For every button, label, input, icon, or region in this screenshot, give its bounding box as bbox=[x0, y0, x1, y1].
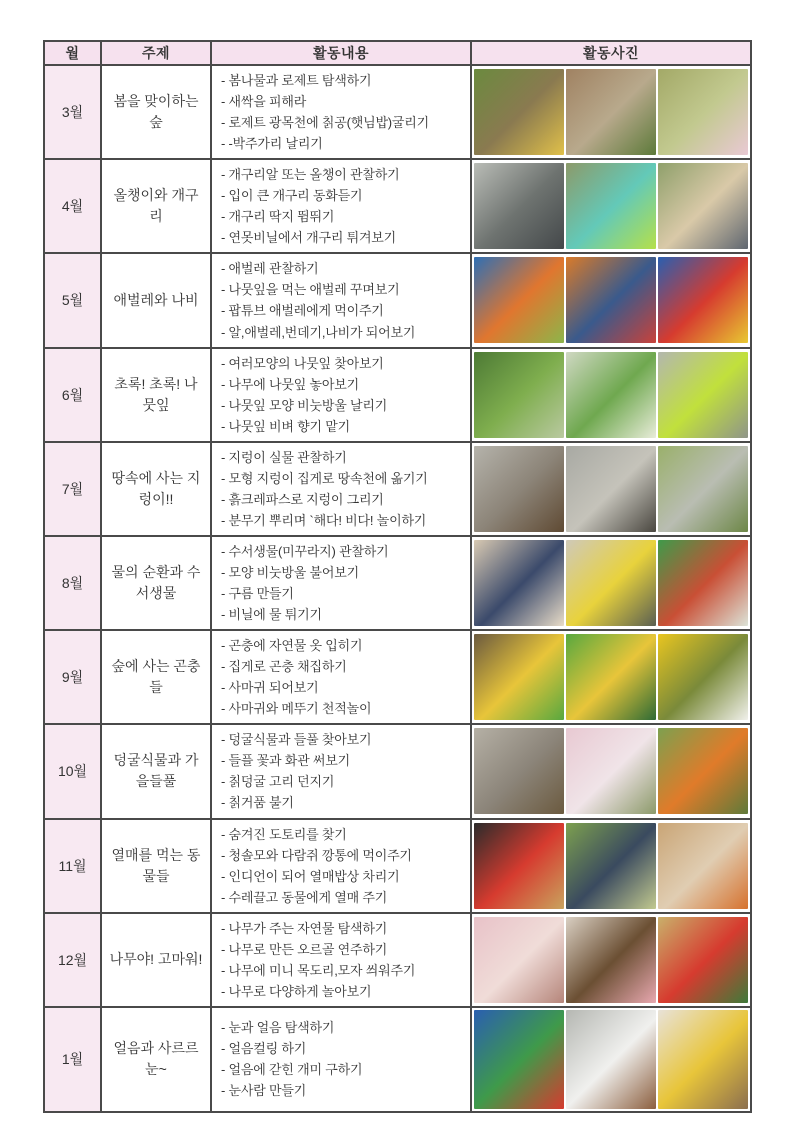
activity-item: - 숨겨진 도토리를 찾기 bbox=[221, 824, 466, 845]
activity-list bbox=[212, 635, 470, 719]
activity-item: - 수레끌고 동물에게 열매 주기 bbox=[221, 887, 466, 908]
activity-photo bbox=[474, 446, 564, 532]
photos-cell bbox=[471, 724, 751, 818]
activity-item: - 집게로 곤충 채집하기 bbox=[221, 656, 466, 677]
activities-cell bbox=[211, 65, 471, 159]
photo-strip bbox=[474, 540, 748, 626]
activity-photo bbox=[658, 257, 748, 343]
activity-item: - 연못비닐에서 개구리 튀겨보기 bbox=[221, 227, 466, 248]
activity-photo bbox=[566, 823, 656, 909]
topic-cell: 얼음과 사르르 눈~ bbox=[101, 1007, 211, 1112]
table-row bbox=[44, 253, 751, 347]
photos-cell bbox=[471, 65, 751, 159]
activity-item: - 들플 꽃과 화관 써보기 bbox=[221, 750, 466, 771]
activity-photo bbox=[474, 352, 564, 438]
activity-item: - 나무에 나뭇잎 놓아보기 bbox=[221, 374, 466, 395]
activity-list bbox=[212, 729, 470, 813]
photo-strip bbox=[474, 634, 748, 720]
activity-photo bbox=[566, 69, 656, 155]
table-row bbox=[44, 65, 751, 159]
activity-list bbox=[212, 70, 470, 154]
table-row bbox=[44, 348, 751, 442]
month-cell: 8월 bbox=[44, 536, 101, 630]
activity-photo bbox=[566, 352, 656, 438]
photo-strip bbox=[474, 823, 748, 909]
photo-strip bbox=[474, 1010, 748, 1109]
activity-item: - 칡덩굴 고리 던지기 bbox=[221, 771, 466, 792]
activity-list bbox=[212, 824, 470, 908]
activities-cell bbox=[211, 630, 471, 724]
photos-cell bbox=[471, 442, 751, 536]
activity-item: - 애벌레 관찰하기 bbox=[221, 258, 466, 279]
activity-item: - 청솔모와 다람쥐 깡통에 먹이주기 bbox=[221, 845, 466, 866]
activity-item: - 덩굴식물과 들풀 찾아보기 bbox=[221, 729, 466, 750]
activity-item: - 칡거품 불기 bbox=[221, 792, 466, 813]
activity-photo bbox=[474, 540, 564, 626]
table-row bbox=[44, 724, 751, 818]
topic-cell: 물의 순환과 수서생물 bbox=[101, 536, 211, 630]
activity-photo bbox=[474, 257, 564, 343]
activity-item: - 나뭇잎 비벼 향기 맡기 bbox=[221, 416, 466, 437]
activity-photo bbox=[566, 446, 656, 532]
table-row bbox=[44, 442, 751, 536]
activity-photo bbox=[658, 540, 748, 626]
activities-cell bbox=[211, 819, 471, 913]
activity-item: - 흙크레파스로 지렁이 그리기 bbox=[221, 489, 466, 510]
month-cell: 10월 bbox=[44, 724, 101, 818]
activities-cell bbox=[211, 442, 471, 536]
activity-item: - 수서생물(미꾸라지) 관찰하기 bbox=[221, 541, 466, 562]
activity-photo bbox=[474, 917, 564, 1003]
activity-item: - 개구리알 또는 올챙이 관찰하기 bbox=[221, 164, 466, 185]
photos-cell bbox=[471, 630, 751, 724]
activities-cell bbox=[211, 348, 471, 442]
activity-item: - 개구리 딱지 뜀뛰기 bbox=[221, 206, 466, 227]
photos-cell bbox=[471, 536, 751, 630]
header-photos: 활동사진 bbox=[471, 41, 751, 65]
activity-item: - 봄나물과 로제트 탐색하기 bbox=[221, 70, 466, 91]
activity-item: - 나무로 다양하게 놀아보기 bbox=[221, 981, 466, 1002]
topic-cell: 올챙이와 개구리 bbox=[101, 159, 211, 253]
activity-table bbox=[43, 40, 752, 1113]
activity-photo bbox=[474, 163, 564, 249]
topic-cell: 봄을 맞이하는 숲 bbox=[101, 65, 211, 159]
photos-cell bbox=[471, 819, 751, 913]
activity-item: - 사마귀와 메뚜기 천적놀이 bbox=[221, 698, 466, 719]
activity-item: - 여러모양의 나뭇잎 찾아보기 bbox=[221, 353, 466, 374]
month-cell: 11월 bbox=[44, 819, 101, 913]
photo-strip bbox=[474, 69, 748, 155]
topic-cell: 숲에 사는 곤충들 bbox=[101, 630, 211, 724]
activity-photo bbox=[658, 1010, 748, 1109]
topic-cell: 애벌레와 나비 bbox=[101, 253, 211, 347]
activity-item: - 입이 큰 개구리 동화듣기 bbox=[221, 185, 466, 206]
activity-item: - 나뭇잎 모양 비눗방울 날리기 bbox=[221, 395, 466, 416]
activity-list bbox=[212, 164, 470, 248]
activity-item: - 비닐에 물 튀기기 bbox=[221, 604, 466, 625]
photo-strip bbox=[474, 163, 748, 249]
photo-strip bbox=[474, 446, 748, 532]
topic-cell: 나무야! 고마워! bbox=[101, 913, 211, 1007]
topic-cell: 열매를 먹는 동물들 bbox=[101, 819, 211, 913]
header-activities: 활동내용 bbox=[211, 41, 471, 65]
activity-list bbox=[212, 541, 470, 625]
header-month: 월 bbox=[44, 41, 101, 65]
photo-strip bbox=[474, 728, 748, 814]
activity-photo bbox=[658, 352, 748, 438]
header-row bbox=[44, 41, 751, 65]
activities-cell bbox=[211, 1007, 471, 1112]
activity-item: - 나뭇잎을 먹는 애벌레 꾸며보기 bbox=[221, 279, 466, 300]
activity-list bbox=[212, 1017, 470, 1101]
month-cell: 1월 bbox=[44, 1007, 101, 1112]
activity-photo bbox=[566, 257, 656, 343]
photos-cell bbox=[471, 1007, 751, 1112]
activity-photo bbox=[658, 917, 748, 1003]
photo-strip bbox=[474, 352, 748, 438]
activities-cell bbox=[211, 536, 471, 630]
activity-item: - 모형 지렁이 집게로 땅속천에 옮기기 bbox=[221, 468, 466, 489]
activities-cell bbox=[211, 913, 471, 1007]
header-topic: 주제 bbox=[101, 41, 211, 65]
month-cell: 6월 bbox=[44, 348, 101, 442]
activity-item: - 팝튜브 애벌레에게 먹이주기 bbox=[221, 300, 466, 321]
month-cell: 4월 bbox=[44, 159, 101, 253]
activity-item: - 구름 만들기 bbox=[221, 583, 466, 604]
activities-cell bbox=[211, 724, 471, 818]
activity-item: - 나무로 만든 오르골 연주하기 bbox=[221, 939, 466, 960]
table-row bbox=[44, 913, 751, 1007]
activity-item: - 눈사람 만들기 bbox=[221, 1080, 466, 1101]
activities-cell bbox=[211, 253, 471, 347]
table-body bbox=[44, 65, 751, 1112]
activity-photo bbox=[566, 540, 656, 626]
topic-cell: 덩굴식물과 가을들풀 bbox=[101, 724, 211, 818]
photos-cell bbox=[471, 348, 751, 442]
topic-cell: 땅속에 사는 지렁이!! bbox=[101, 442, 211, 536]
activity-photo bbox=[566, 634, 656, 720]
activity-item: - 인디언이 되어 열매밥상 차리기 bbox=[221, 866, 466, 887]
activity-list bbox=[212, 918, 470, 1002]
activity-photo bbox=[658, 69, 748, 155]
activity-photo bbox=[566, 728, 656, 814]
photo-strip bbox=[474, 917, 748, 1003]
activity-photo bbox=[474, 823, 564, 909]
photos-cell bbox=[471, 159, 751, 253]
month-cell: 7월 bbox=[44, 442, 101, 536]
activity-item: - 곤충에 자연물 옷 입히기 bbox=[221, 635, 466, 656]
activity-item: - 얼음컬링 하기 bbox=[221, 1038, 466, 1059]
activity-item: - 지렁이 실물 관찰하기 bbox=[221, 447, 466, 468]
activity-photo bbox=[566, 1010, 656, 1109]
activity-item: - 나무가 주는 자연물 탐색하기 bbox=[221, 918, 466, 939]
activity-photo bbox=[658, 728, 748, 814]
document-page bbox=[43, 40, 750, 1113]
activity-photo bbox=[658, 823, 748, 909]
table-row bbox=[44, 819, 751, 913]
activity-item: - 나무에 미니 목도리,모자 씌워주기 bbox=[221, 960, 466, 981]
activity-photo bbox=[658, 446, 748, 532]
topic-cell: 초록! 초록! 나뭇잎 bbox=[101, 348, 211, 442]
photos-cell bbox=[471, 253, 751, 347]
activity-item: - 눈과 얼음 탐색하기 bbox=[221, 1017, 466, 1038]
activity-item: - -박주가리 날리기 bbox=[221, 133, 466, 154]
activity-photo bbox=[474, 728, 564, 814]
activity-list bbox=[212, 353, 470, 437]
activity-photo bbox=[566, 163, 656, 249]
month-cell: 5월 bbox=[44, 253, 101, 347]
activities-cell bbox=[211, 159, 471, 253]
activity-item: - 사마귀 되어보기 bbox=[221, 677, 466, 698]
activity-photo bbox=[474, 1010, 564, 1109]
activity-item: - 새싹을 피해라 bbox=[221, 91, 466, 112]
photos-cell bbox=[471, 913, 751, 1007]
activity-photo bbox=[566, 917, 656, 1003]
activity-item: - 분무기 뿌리며 `해다! 비다! 놀이하기 bbox=[221, 510, 466, 531]
photo-strip bbox=[474, 257, 748, 343]
activity-item: - 모양 비눗방울 불어보기 bbox=[221, 562, 466, 583]
activity-photo bbox=[658, 634, 748, 720]
table-row bbox=[44, 1007, 751, 1112]
activity-photo bbox=[658, 163, 748, 249]
month-cell: 9월 bbox=[44, 630, 101, 724]
activity-photo bbox=[474, 69, 564, 155]
activity-item: - 로제트 광목천에 칡공(햇님밥)굴리기 bbox=[221, 112, 466, 133]
month-cell: 3월 bbox=[44, 65, 101, 159]
table-row bbox=[44, 159, 751, 253]
month-cell: 12월 bbox=[44, 913, 101, 1007]
activity-item: - 얼음에 갇힌 개미 구하기 bbox=[221, 1059, 466, 1080]
table-row bbox=[44, 536, 751, 630]
activity-item: - 알,애벌레,번데기,나비가 되어보기 bbox=[221, 322, 466, 343]
activity-list bbox=[212, 258, 470, 342]
activity-list bbox=[212, 447, 470, 531]
table-row bbox=[44, 630, 751, 724]
activity-photo bbox=[474, 634, 564, 720]
